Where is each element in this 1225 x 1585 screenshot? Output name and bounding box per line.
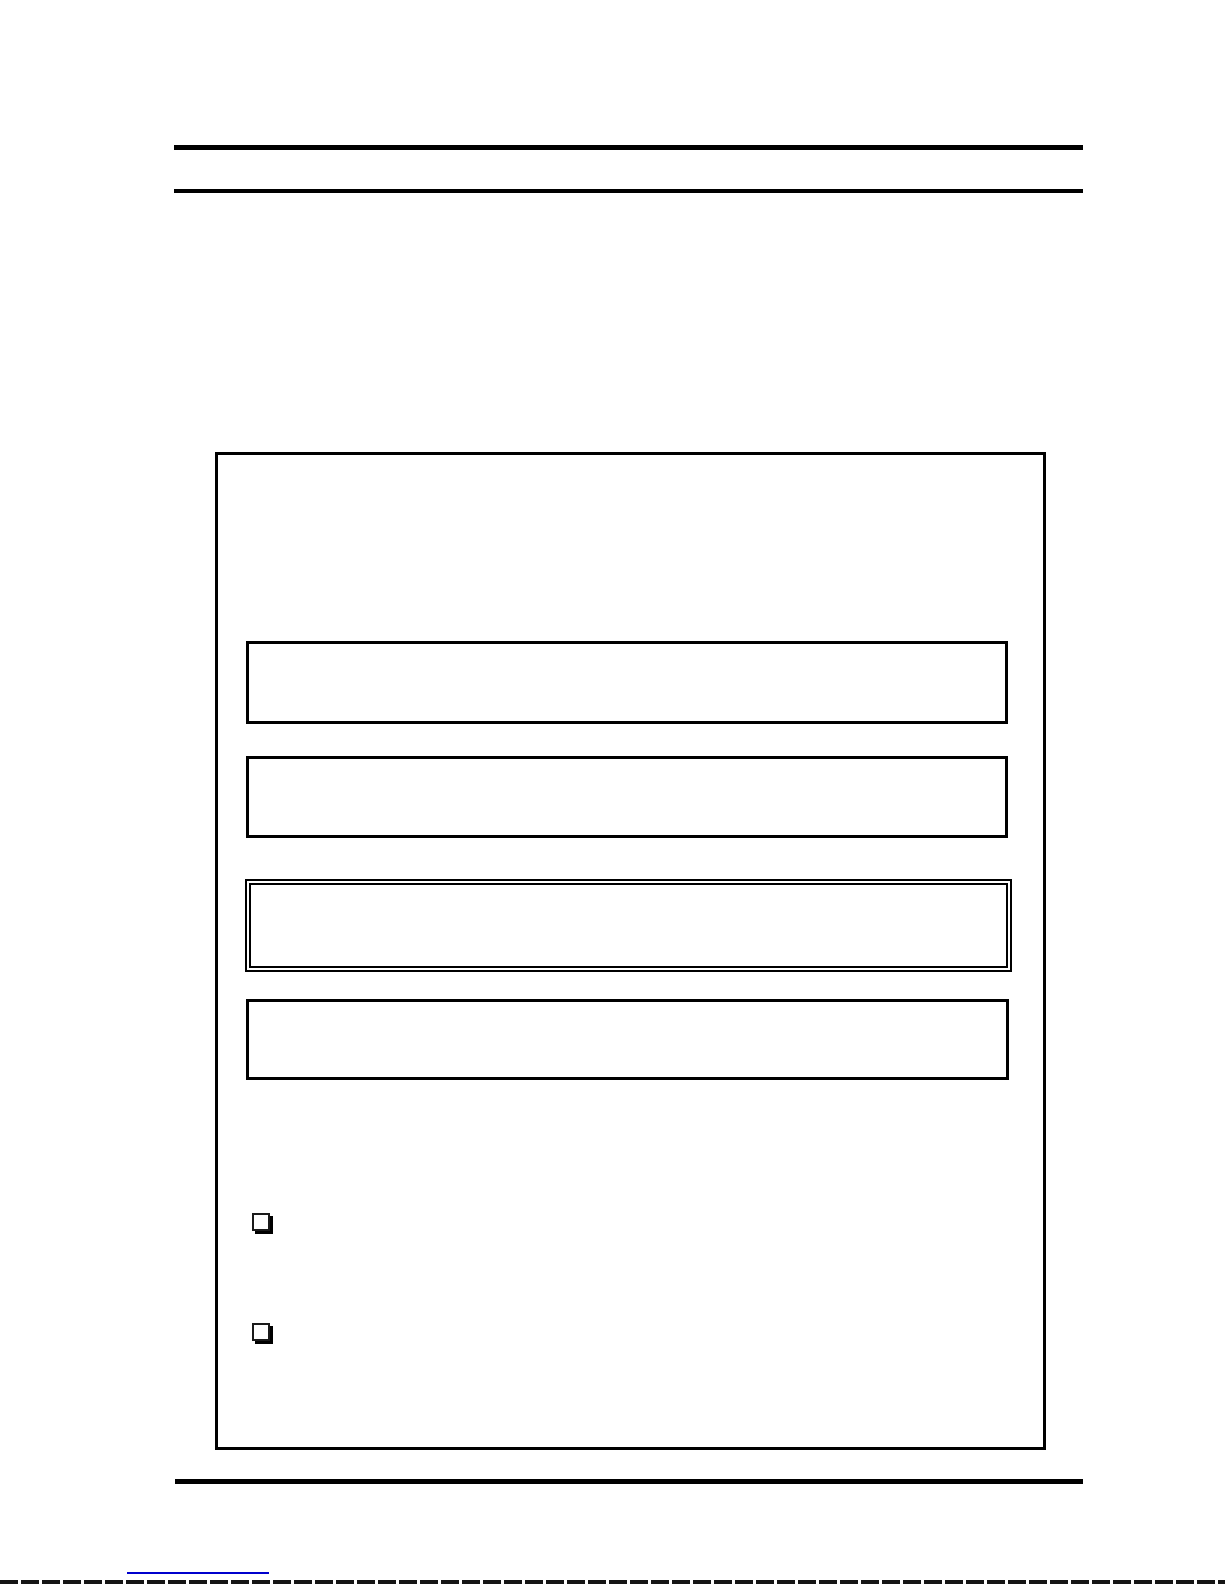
field-box-2[interactable] [246, 756, 1008, 838]
checkbox-icon-1[interactable] [252, 1213, 270, 1231]
header-rule-bottom [174, 189, 1083, 193]
page-edge-dashed-line [0, 1580, 1225, 1584]
header-rule-top [174, 145, 1083, 150]
checkbox-icon-2[interactable] [252, 1323, 270, 1341]
footer-rule [175, 1479, 1083, 1484]
field-box-4[interactable] [246, 999, 1009, 1080]
field-box-1[interactable] [246, 641, 1008, 724]
footer-link-underline[interactable] [127, 1572, 269, 1574]
field-box-3-double-border[interactable] [245, 879, 1012, 972]
